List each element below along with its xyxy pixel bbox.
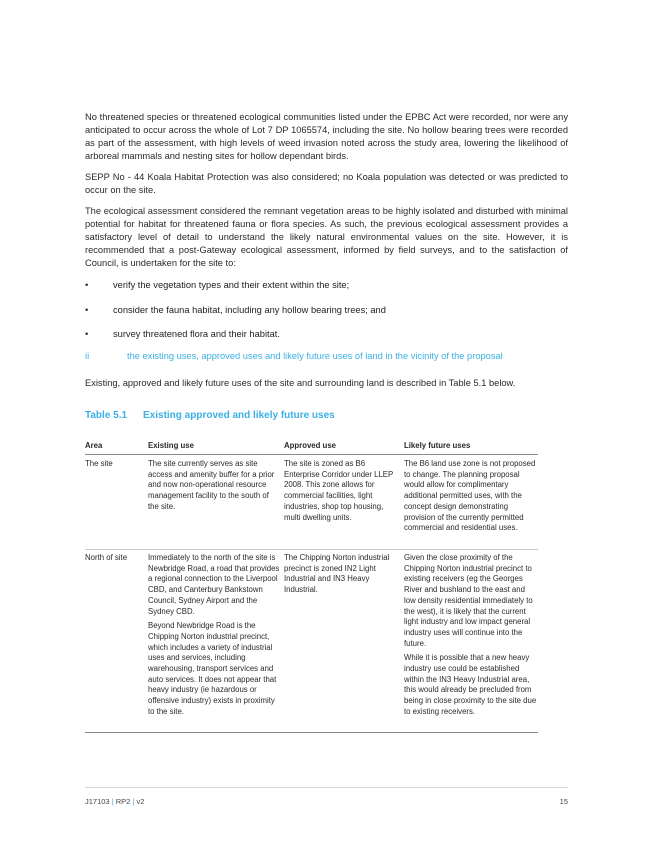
footer-version: v2 [136,797,145,806]
bullet-text: verify the vegetation types and their extent within the site; [113,280,350,290]
bullet-icon: • [85,280,89,290]
row-divider [85,549,538,550]
cell-paragraph: The Chipping Norton industrial precinct is zoned IN2 Light Industrial and IN3 Heavy Industrial. [284,553,390,595]
cell-likely-future-uses [404,459,538,538]
cell-paragraph: Immediately to the north of the site is Newbridge Road, a road that provides a regional connection to the Liverpool CBD, and Canterbury Bankstown Council, Sydney Airport and the Sydney CBD. [148,553,280,616]
bullet-icon: • [85,305,89,315]
cell-existing-use [148,459,280,517]
cell-paragraph: While it is possible that a new heavy industry use could be established within the IN3 Heavy Industrial area, this would already be precluded from being in close proximity to the site due to existing receivers. [404,653,537,716]
header-likely-future-uses: Likely future uses [404,441,471,450]
paragraph-koala-habitat: SEPP No - 44 Koala Habitat Protection was also considered; no Koala population was detected or was predicted to occur on the site. [85,172,568,195]
footer-job-number: J17103 [85,797,110,806]
cell-paragraph: The B6 land use zone is not proposed to change. The planning proposal would allow for complimentary additional permitted uses, with the concept design demonstrating provision of the currently permitted commercial and residential uses. [404,459,536,533]
bullet-text: consider the fauna habitat, including any hollow bearing trees; and [113,305,386,315]
cell-area: North of site [85,553,128,562]
table-caption-title: Existing approved and likely future uses [143,410,335,421]
footer-reference [85,797,144,806]
footer-report: RP2 [115,797,131,806]
cell-approved-use [284,459,399,527]
cell-likely-future-uses [404,553,538,722]
cell-paragraph: Given the close proximity of the Chipping Norton industrial precinct to existing receivers (eg the Georges River and bushland to the east and low density residential immediately to the west), it is likely that the current light industry and low impact general industry uses will continue into the future. [404,553,533,648]
cell-approved-use [284,553,399,600]
cell-existing-use [148,553,280,722]
footer-separator: | [111,797,114,806]
table-bottom-rule [85,732,538,733]
footer-separator: | [132,797,135,806]
header-approved-use: Approved use [284,441,336,450]
table-header-row [85,438,538,455]
cell-area: The site [85,459,113,468]
paragraph-threatened-species: No threatened species or threatened ecological communities listed under the EPBC Act were recorded, nor were any anticipated to occur across the whole of Lot 7 DP 1065574, including the site. No hollow bearing trees were recorded as part of the assessment, with high levels of weed invasion noted across the study area, lowering the likelihood of arboreal mammals and nesting sites for hollow dependant birds. [85,112,568,161]
bullet-text: survey threatened flora and their habitat. [113,329,280,339]
cell-paragraph: The site currently serves as site access and amenity buffer for a prior and now non-operational resource management facility to the south of the site. [148,459,275,511]
footer-divider [85,787,568,788]
page-number: 15 [559,797,568,806]
paragraph-ecological-assessment: The ecological assessment considered the remnant vegetation areas to be highly isolated and disturbed with minimal potential for habitat for threatened fauna or flora species. As such, the previous ecological assessment provides a satisfactory level of detail to understand the likely natural environmental values on the site. However, it is recommended that a post-Gateway ecological assessment, informed by field surveys, and to the satisfaction of Council, is undertaken for the site to: [85,206,568,268]
bullet-icon: • [85,329,89,339]
paragraph-uses-intro: Existing, approved and likely future uses of the site and surrounding land is described in Table 5.1 below. [85,378,516,388]
cell-paragraph: The site is zoned as B6 Enterprise Corridor under LLEP 2008. This zone allows for commercial facilities, light industries, shop top housing, multi dwelling units. [284,459,394,522]
table-caption-number: Table 5.1 [85,410,128,421]
header-area: Area [85,441,103,450]
subheading-text: the existing uses, approved uses and likely future uses of land in the vicinity of the proposal [127,351,503,361]
cell-paragraph: Beyond Newbridge Road is the Chipping Norton industrial precinct, which includes a variety of industrial uses and services, including warehousing, transport services and auto services. It does not appear that heavy industry (ie hazardous or offensive industry) exists in proximity to the site. [148,621,277,716]
header-existing-use: Existing use [148,441,194,450]
subheading-number: ii [85,351,90,361]
